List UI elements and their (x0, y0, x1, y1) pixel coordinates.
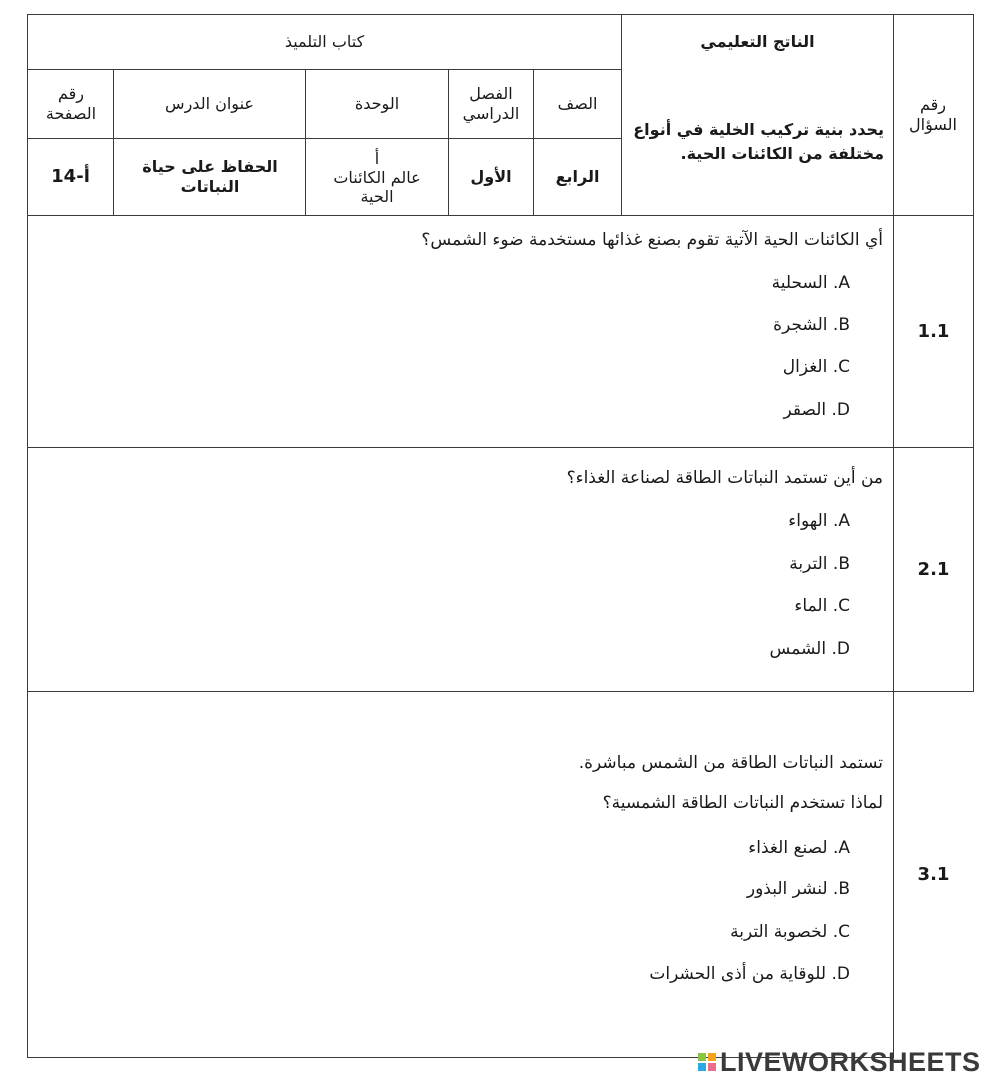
option-text: لنشر البذور (746, 879, 828, 899)
question-3-option-d[interactable]: D. للوقاية من أذى الحشرات (649, 964, 850, 984)
liveworksheets-logo (698, 1046, 981, 1078)
student-book-heading: كتاب التلميذ (284, 32, 365, 51)
option-letter: D (836, 639, 850, 659)
unit-heading: الوحدة (354, 94, 400, 113)
question-3-option-b[interactable]: B. لنشر البذور (746, 879, 850, 899)
option-letter: C (838, 596, 850, 616)
question-1-option-b[interactable]: B. الشجرة (773, 315, 850, 335)
question-3-stem: لماذا تستخدم النباتات الطاقة الشمسية؟ (602, 793, 883, 813)
question-number-3: 3.1 (917, 864, 950, 885)
option-text: لصنع الغذاء (748, 838, 828, 858)
option-letter: A (838, 511, 850, 531)
learning-outcome-text: يحدد بنية تركيب الخلية في أنواع مختلفة من الكائنات الحية. (633, 120, 884, 163)
option-text: التربة (789, 554, 828, 574)
question-1-option-d[interactable]: D. الصقر (783, 400, 850, 420)
option-letter: B (838, 315, 850, 335)
option-text: السحلية (771, 273, 828, 293)
option-text: للوقاية من أذى الحشرات (649, 964, 827, 984)
option-text: الصقر (783, 400, 827, 420)
option-letter: A (838, 838, 850, 858)
question-2-option-c[interactable]: C. الماء (794, 596, 850, 616)
option-letter: C (838, 357, 850, 377)
question-1-option-a[interactable]: A. السحلية (771, 273, 850, 293)
grade-value: الرابع (555, 167, 600, 186)
option-text: الغزال (782, 357, 828, 377)
question-3-intro: تستمد النباتات الطاقة من الشمس مباشرة. (578, 753, 883, 773)
question-2-option-a[interactable]: A. الهواء (788, 511, 850, 531)
lesson-title-heading: عنوان الدرس (165, 94, 254, 113)
page-number-heading: رقم الصفحة (45, 84, 97, 123)
option-text: لخصوبة التربة (730, 922, 828, 942)
question-2-stem: من أين تستمد النباتات الطاقة لصناعة الغذاء؟ (566, 468, 883, 488)
option-text: الماء (794, 596, 828, 616)
unit-letter: أ (374, 148, 380, 168)
question-number-2: 2.1 (917, 559, 950, 580)
option-letter: C (838, 922, 850, 942)
option-letter: A (838, 273, 850, 293)
question-1-stem: أي الكائنات الحية الآتية تقوم بصنع غذائها مستخدمة ضوء الشمس؟ (421, 230, 883, 250)
grade-heading: الصف (557, 94, 598, 113)
question-number-1: 1.1 (917, 321, 950, 342)
option-letter: B (838, 554, 850, 574)
semester-heading: الفصل الدراسي (462, 84, 520, 123)
question-number-heading: رقم السؤال (909, 95, 957, 134)
watermark-text: LIVEWORKSHEETS (720, 1046, 981, 1077)
option-text: الشجرة (773, 315, 828, 335)
lesson-title-value: الحفاظ على حياة النباتات (142, 157, 278, 196)
question-3-option-c[interactable]: C. لخصوبة التربة (730, 922, 850, 942)
learning-outcome-heading: الناتج التعليمي (700, 32, 815, 51)
question-3-option-a[interactable]: A. لصنع الغذاء (748, 838, 850, 858)
option-text: الهواء (788, 511, 828, 531)
question-1-option-c[interactable]: C. الغزال (782, 357, 850, 377)
option-letter: D (836, 400, 850, 420)
question-2-option-d[interactable]: D. الشمس (769, 639, 850, 659)
unit-value (306, 139, 448, 215)
page-number-value: أ-14 (51, 166, 90, 187)
option-letter: B (838, 879, 850, 899)
semester-value: الأول (470, 167, 512, 186)
option-text: الشمس (769, 639, 827, 659)
option-letter: D (836, 964, 850, 984)
question-2-option-b[interactable]: B. التربة (789, 554, 850, 574)
liveworksheets-mark-icon (698, 1053, 716, 1071)
unit-name: عالم الكائنات الحية (333, 167, 421, 206)
